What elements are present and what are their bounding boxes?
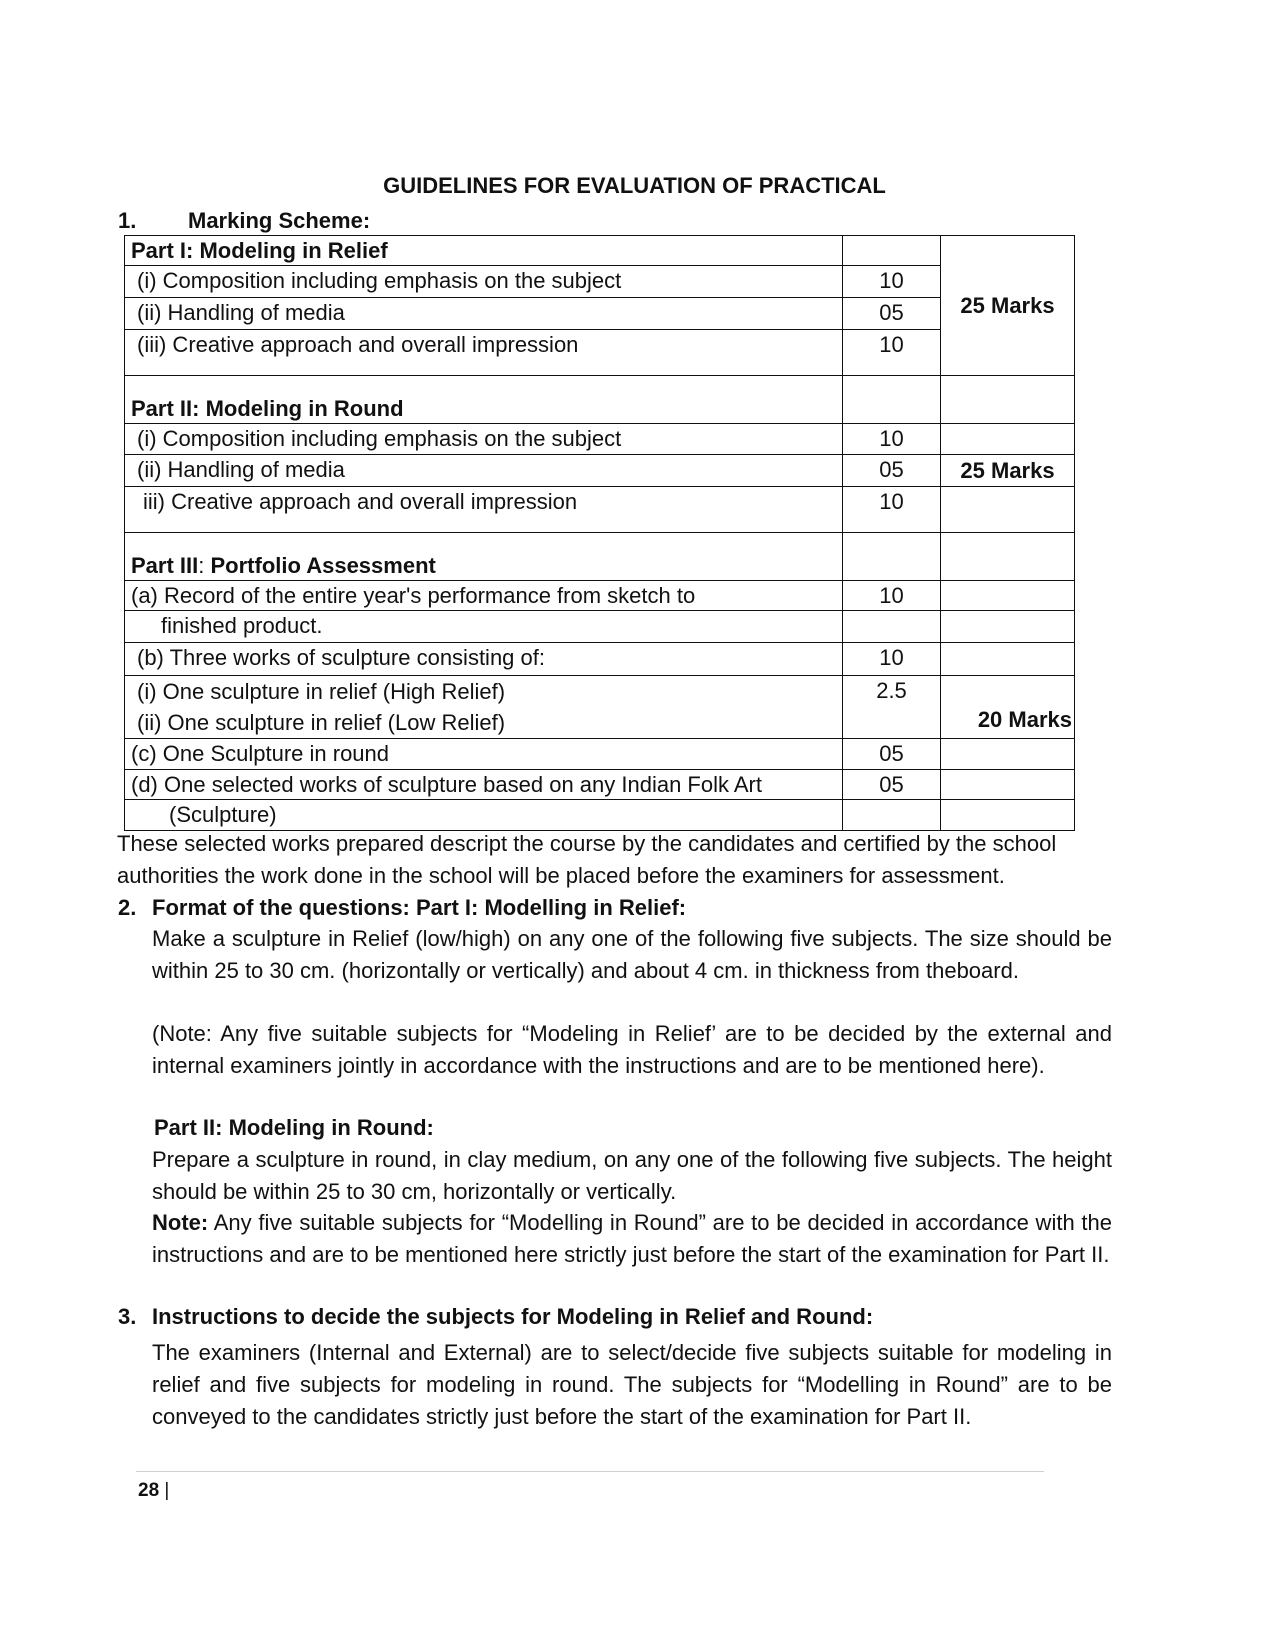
footer-divider: [136, 1471, 1044, 1472]
section-2-paragraph-1: Make a sculpture in Relief (low/high) on any one of the following five subjects. The size should be within 25 to 30 cm. (horizontally or vertically) and about 4 cm. in thickness from theboard.: [152, 926, 1112, 983]
marks-cell: 10: [843, 487, 941, 533]
criterion-sub-label: (i) One sculpture in relief (High Relief): [137, 679, 506, 704]
section-3-paragraph: The examiners (Internal and External) are to select/decide five subjects suitable for modeling in relief and five subjects for modeling in round. The subjects for “Modelling in Round” are to be conveyed to the candidates strictly just before the start of the examination for Part II.: [152, 1340, 1112, 1429]
marks-cell: 05: [843, 455, 941, 487]
table-row: [125, 424, 1075, 455]
page-number-value: 28: [138, 1480, 160, 1501]
criterion-label: (i) Composition including emphasis on the subject: [125, 424, 843, 455]
criterion-label: (a) Record of the entire year's performance from sketch to: [125, 581, 843, 611]
total-cell: [941, 376, 1075, 424]
section-1-heading: [118, 208, 370, 234]
table-row: [125, 800, 1075, 831]
marks-cell: [843, 533, 941, 581]
table-row: [125, 676, 1075, 739]
section-title: Marking Scheme:: [188, 208, 371, 233]
total-cell: [941, 533, 1075, 581]
part-heading: Part I: Modeling in Relief: [125, 236, 843, 266]
marks-cell: 10: [843, 424, 941, 455]
section-2-paragraph-2: Prepare a sculpture in round, in clay medium, on any one of the following five subjects. The height should be within 25 to 30 cm, horizontally or vertically.: [152, 1147, 1112, 1204]
page-title-text: GUIDELINES FOR EVALUATION OF PRACTICAL: [383, 173, 886, 198]
table-row: [125, 487, 1075, 533]
page-number: [138, 1480, 169, 1502]
marks-cell: 2.5: [843, 676, 941, 739]
marks-cell: 10: [843, 330, 941, 376]
table-row: [125, 611, 1075, 643]
section-title: Format of the questions: Part I: Modelling in Relief:: [152, 895, 687, 920]
note-text: Any five suitable subjects for “Modelling in Round” are to be decided in accordance with the instructions and are to be mentioned here strictly just before the start of the examination for Part II.: [152, 1210, 1112, 1267]
section-3-heading: [118, 1301, 873, 1333]
marks-cell: 05: [843, 739, 941, 770]
section-2-heading: [118, 892, 686, 924]
page-number-separator: |: [164, 1480, 170, 1501]
total-cell: [941, 800, 1075, 831]
criterion-sub-label: (ii) One sculpture in relief (Low Relief): [137, 710, 506, 735]
part-2-heading: Part II: Modeling in Round:: [154, 1115, 434, 1140]
part-heading: Part II: Modeling in Round: [125, 376, 843, 424]
marks-cell: 10: [843, 643, 941, 676]
table-row: [125, 533, 1075, 581]
part-heading-prefix: Part III: [131, 553, 199, 578]
part-heading: [125, 533, 843, 581]
total-cell: [941, 487, 1075, 533]
criterion-label: [125, 676, 843, 739]
criterion-label: (ii) Handling of media: [125, 298, 843, 330]
marks-cell: [843, 800, 941, 831]
marks-cell: 10: [843, 266, 941, 298]
table-row: [125, 581, 1075, 611]
total-cell: [941, 581, 1075, 611]
criterion-label: (Sculpture): [125, 800, 843, 831]
table-row: [125, 455, 1075, 487]
section-title: Instructions to decide the subjects for Modeling in Relief and Round:: [152, 1304, 874, 1329]
total-cell: [941, 424, 1075, 455]
table-row: [125, 643, 1075, 676]
criterion-label: finished product.: [125, 611, 843, 643]
marks-cell: [843, 236, 941, 266]
table-row: [125, 376, 1075, 424]
marks-cell: [843, 376, 941, 424]
criterion-label: (i) Composition including emphasis on the subject: [125, 266, 843, 298]
marks-cell: 05: [843, 298, 941, 330]
marks-cell: 10: [843, 581, 941, 611]
section-2-note: (Note: Any five suitable subjects for “Modeling in Relief’ are to be decided by the external and internal examiners jointly in accordance with the instructions and are to be mentioned here).: [152, 1021, 1112, 1078]
criterion-label: (iii) Creative approach and overall impression: [125, 330, 843, 376]
after-table-paragraph: These selected works prepared descript the course by the candidates and certified by the school authorities the work done in the school will be placed before the examiners for assessment.: [117, 831, 1057, 888]
criterion-label: (ii) Handling of media: [125, 455, 843, 487]
part-total: 25 Marks: [941, 236, 1075, 376]
table-row: [125, 298, 1075, 330]
note-label: Note:: [152, 1210, 209, 1235]
total-cell: [941, 770, 1075, 800]
criterion-label: (b) Three works of sculpture consisting of:: [125, 643, 843, 676]
table-row: [125, 739, 1075, 770]
part-total: 25 Marks: [941, 455, 1075, 487]
marking-scheme-table: [124, 235, 1075, 831]
criterion-label: iii) Creative approach and overall impression: [125, 487, 843, 533]
part-total: 20 Marks: [941, 676, 1075, 739]
section-number: 3.: [118, 1304, 137, 1329]
total-cell: [941, 643, 1075, 676]
section-number: 1.: [118, 208, 137, 233]
table-row: [125, 330, 1075, 376]
table-row: [125, 266, 1075, 298]
total-cell: [941, 739, 1075, 770]
page-title: [0, 173, 1275, 199]
part-heading-rest: Portfolio Assessment: [204, 553, 436, 578]
section-2-note-2: [152, 1207, 1112, 1271]
criterion-label: (c) One Sculpture in round: [125, 739, 843, 770]
table-row: [125, 770, 1075, 800]
part-heading-separator: :: [198, 553, 205, 578]
table-row: [125, 236, 1075, 266]
marks-cell: [843, 611, 941, 643]
total-cell: [941, 611, 1075, 643]
section-number: 2.: [118, 895, 137, 920]
marks-cell: 05: [843, 770, 941, 800]
criterion-label: (d) One selected works of sculpture based on any Indian Folk Art: [125, 770, 843, 800]
